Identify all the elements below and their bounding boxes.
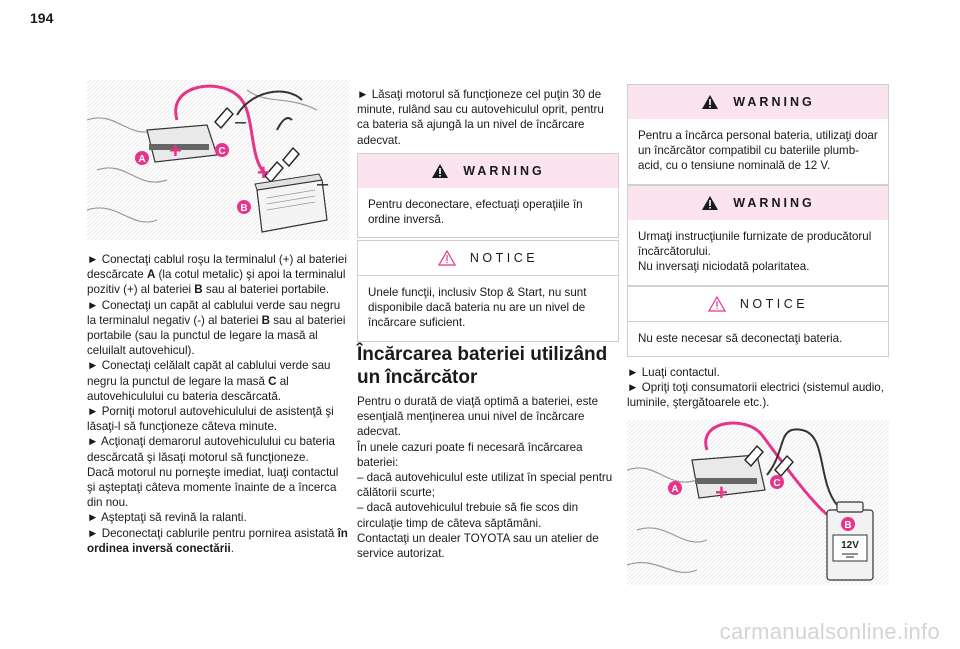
notice-text: Unele funcţii, inclusiv Stop & Start, nu sunt disponibile dacă bateria nu are un nivel de încărcare suficient.	[368, 286, 587, 330]
warning-box-disconnect	[357, 153, 619, 238]
step-text-run: sau al bateriei portabile.	[202, 283, 329, 297]
svg-text:C: C	[773, 478, 781, 489]
step	[87, 510, 349, 525]
section-title: Încărcarea bateriei utilizând un încărcător	[357, 344, 608, 388]
step-text-run: ► Conectaţi celălalt capăt al cablului verde sau negru la punctul de legare la masă	[87, 359, 331, 388]
warning-text: Pentru a încărca personal bateria, utilizaţi doar un încărcător compatibil cu bateriile plumb-acid, cu o tensiune nominală de 12 V.	[638, 129, 878, 173]
charger-illustration	[627, 420, 889, 585]
step	[87, 526, 349, 556]
step-text-run: al autovehiculului cu bateria descărcată.	[87, 374, 289, 403]
paragraph: Contactaţi un dealer TOYOTA sau un atelier de service autorizat.	[357, 531, 599, 561]
notice-header	[628, 287, 888, 322]
step	[87, 298, 349, 359]
svg-text:B: B	[240, 203, 248, 214]
warning-header	[628, 186, 888, 220]
jump-start-illustration	[87, 80, 349, 240]
notice-header	[358, 241, 618, 276]
step-text-run: C	[268, 374, 277, 388]
step-text-run: sau al bateriei portabile (sau la punctul de legare la masă al celuilalt autovehicul).	[87, 313, 346, 358]
warning-box-instructions	[627, 185, 889, 286]
svg-text:B: B	[844, 520, 852, 531]
warning-title: WARNING	[733, 95, 815, 109]
svg-text:C: C	[218, 146, 226, 157]
notice-box-no-disconnect	[627, 286, 889, 357]
battery-charger-icon	[827, 502, 873, 580]
step: ► Opriţi toţi consumatorii electrici (sistemul audio, luminile, ştergătoarele etc.).	[627, 381, 884, 410]
charger-steps	[627, 365, 889, 411]
step	[87, 404, 349, 434]
notice-triangle-icon	[438, 250, 456, 266]
step: ► Luaţi contactul.	[627, 366, 720, 379]
svg-text:12V: 12V	[841, 540, 859, 551]
svg-text:–: –	[317, 173, 329, 195]
label-c-marker	[215, 143, 229, 157]
svg-text:–: –	[235, 111, 247, 133]
step-text-run: A	[146, 268, 156, 282]
label-a-marker	[135, 151, 149, 165]
step-text-run: B	[194, 283, 203, 297]
warning-text: Urmaţi instrucţiunile furnizate de producătorul încărcătorului.	[638, 230, 872, 259]
step-text-run: B	[261, 313, 271, 327]
warning-header	[628, 85, 888, 119]
step	[87, 465, 349, 511]
warning-triangle-icon	[431, 163, 449, 179]
step	[87, 358, 349, 404]
warning-title: WARNING	[463, 164, 545, 178]
svg-text:+: +	[715, 480, 728, 505]
page-number: 194	[30, 10, 54, 26]
paragraph: – dacă autovehiculul este utilizat în special pentru călătorii scurte;	[357, 471, 613, 500]
warning-header	[358, 154, 618, 188]
label-c-marker	[770, 475, 784, 489]
step-text-run: ► Aşteptaţi să revină la ralanti.	[87, 511, 247, 525]
step-text-run: ► Acţionaţi demarorul autovehiculului cu bateria descărcată şi lăsaţi motorul să funcţioneze.	[87, 435, 335, 464]
label-b-marker	[237, 200, 251, 214]
step-text-run: .	[230, 541, 234, 555]
step-text-run: ► Conectaţi cablul roşu la terminalul (+) al bateriei descărcate	[87, 253, 347, 282]
charging-intro	[357, 394, 619, 561]
paragraph: – dacă autovehiculul trebuie să fie scos din circulaţie timp de câteva săptămâni.	[357, 501, 579, 530]
warning-triangle-icon	[701, 195, 719, 211]
label-a-marker	[668, 481, 682, 495]
label-b-marker	[841, 517, 855, 531]
step-text-run: ► Deconectaţi cablurile pentru pornirea asistată	[87, 526, 338, 540]
warning-title: WARNING	[733, 196, 815, 210]
run-engine-step: ► Lăsaţi motorul să funcţioneze cel puţin 30 de minute, rulând sau cu autovehiculul oprit, pentru ca bateria să ajungă la un nivel de încărcare adecvat.	[357, 88, 604, 147]
jump-start-steps	[87, 252, 349, 556]
step-text-run: ► Conectaţi un capăt al cablului verde sau negru la terminalul negativ (-) al bateriei	[87, 298, 341, 327]
footer-watermark: carmanualsonline.info	[719, 619, 940, 644]
svg-text:A: A	[671, 484, 679, 495]
notice-triangle-icon	[708, 296, 726, 312]
step-text-run: (la cotul metalic) şi apoi la terminalul pozitiv (+) al bateriei	[87, 268, 346, 297]
svg-text:A: A	[138, 154, 146, 165]
paragraph: Pentru o durată de viaţă optimă a bateriei, este esenţială menţinerea unui nivel de încărcare adecvat.	[357, 395, 599, 439]
warning-text: Pentru deconectare, efectuaţi operaţiile în ordine inversă.	[368, 198, 583, 227]
warning-text: Nu inversaţi niciodată polaritatea.	[638, 260, 810, 274]
warning-triangle-icon	[701, 94, 719, 110]
warning-box-charger	[627, 84, 889, 185]
svg-text:+: +	[169, 138, 182, 163]
svg-text:+: +	[257, 160, 270, 185]
paragraph: În unele cazuri poate fi necesară încărcarea bateriei:	[357, 440, 583, 469]
step-text-run: în ordinea inversă conectării	[87, 526, 348, 555]
notice-box-stop-start	[357, 240, 619, 342]
step	[87, 252, 349, 298]
step-text-run: Dacă motorul nu porneşte imediat, luaţi contactul şi aşteptaţi câteva momente înainte de a încerca din nou.	[87, 465, 339, 510]
notice-text: Nu este necesar să deconectaţi bateria.	[638, 332, 843, 345]
notice-title: NOTICE	[469, 251, 539, 265]
notice-title: NOTICE	[739, 297, 809, 311]
vehicle-battery-icon	[147, 125, 217, 162]
step-text-run: ► Porniţi motorul autovehiculului de asistenţă şi lăsaţi-l să funcţioneze câteva minute.	[87, 405, 334, 434]
step	[87, 434, 349, 464]
